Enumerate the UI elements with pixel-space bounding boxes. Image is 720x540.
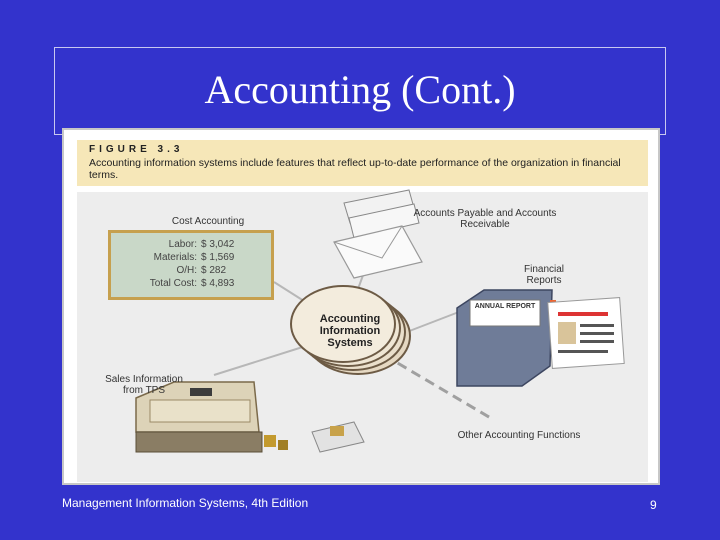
report-line [558, 350, 608, 353]
report-line [558, 312, 608, 316]
figure-panel [62, 128, 660, 485]
register-keypad-icon [150, 400, 250, 422]
annual-report-label: ANNUAL REPORT [474, 303, 536, 310]
cost-label-total: Total Cost: [149, 278, 197, 289]
cost-value-materials: $ 1,569 [201, 252, 235, 263]
cash-band-icon [330, 426, 344, 436]
figure-label: FIGURE 3.3 [89, 144, 184, 155]
sales-info-label: Sales Information from TPS [105, 374, 183, 396]
figure-caption: Accounting information systems include features that reflect up-to-date performance of the organization in financial terms. [89, 157, 621, 181]
cost-label-oh: O/H: [176, 265, 197, 276]
report-line [580, 332, 614, 335]
cost-accounting-heading: Cost Accounting [171, 216, 245, 227]
register-drawer-icon [136, 432, 262, 452]
cost-value-labor: $ 3,042 [201, 239, 235, 250]
cost-value-oh: $ 282 [201, 265, 227, 276]
slide-title: Accounting (Cont.) [204, 67, 516, 112]
page-number: 9 [650, 498, 657, 512]
report-line [580, 340, 614, 343]
coins-icon [278, 440, 288, 450]
report-line [580, 324, 614, 327]
connector-sales [214, 345, 309, 375]
financial-reports-label: Financial Reports [523, 264, 565, 286]
hub-label: Accounting Information Systems [319, 313, 381, 349]
cost-value-total: $ 4,893 [201, 278, 235, 289]
envelope-icon [334, 226, 422, 278]
cost-card [108, 230, 274, 300]
other-functions-label: Other Accounting Functions [457, 430, 581, 441]
coins-icon [264, 435, 276, 447]
accounts-label: Accounts Payable and Accounts Receivable [413, 208, 557, 230]
cost-label-labor: Labor: [168, 239, 197, 250]
report-chart [558, 322, 576, 344]
cost-label-materials: Materials: [153, 252, 197, 263]
footer-text: Management Information Systems, 4th Edition [62, 496, 309, 510]
